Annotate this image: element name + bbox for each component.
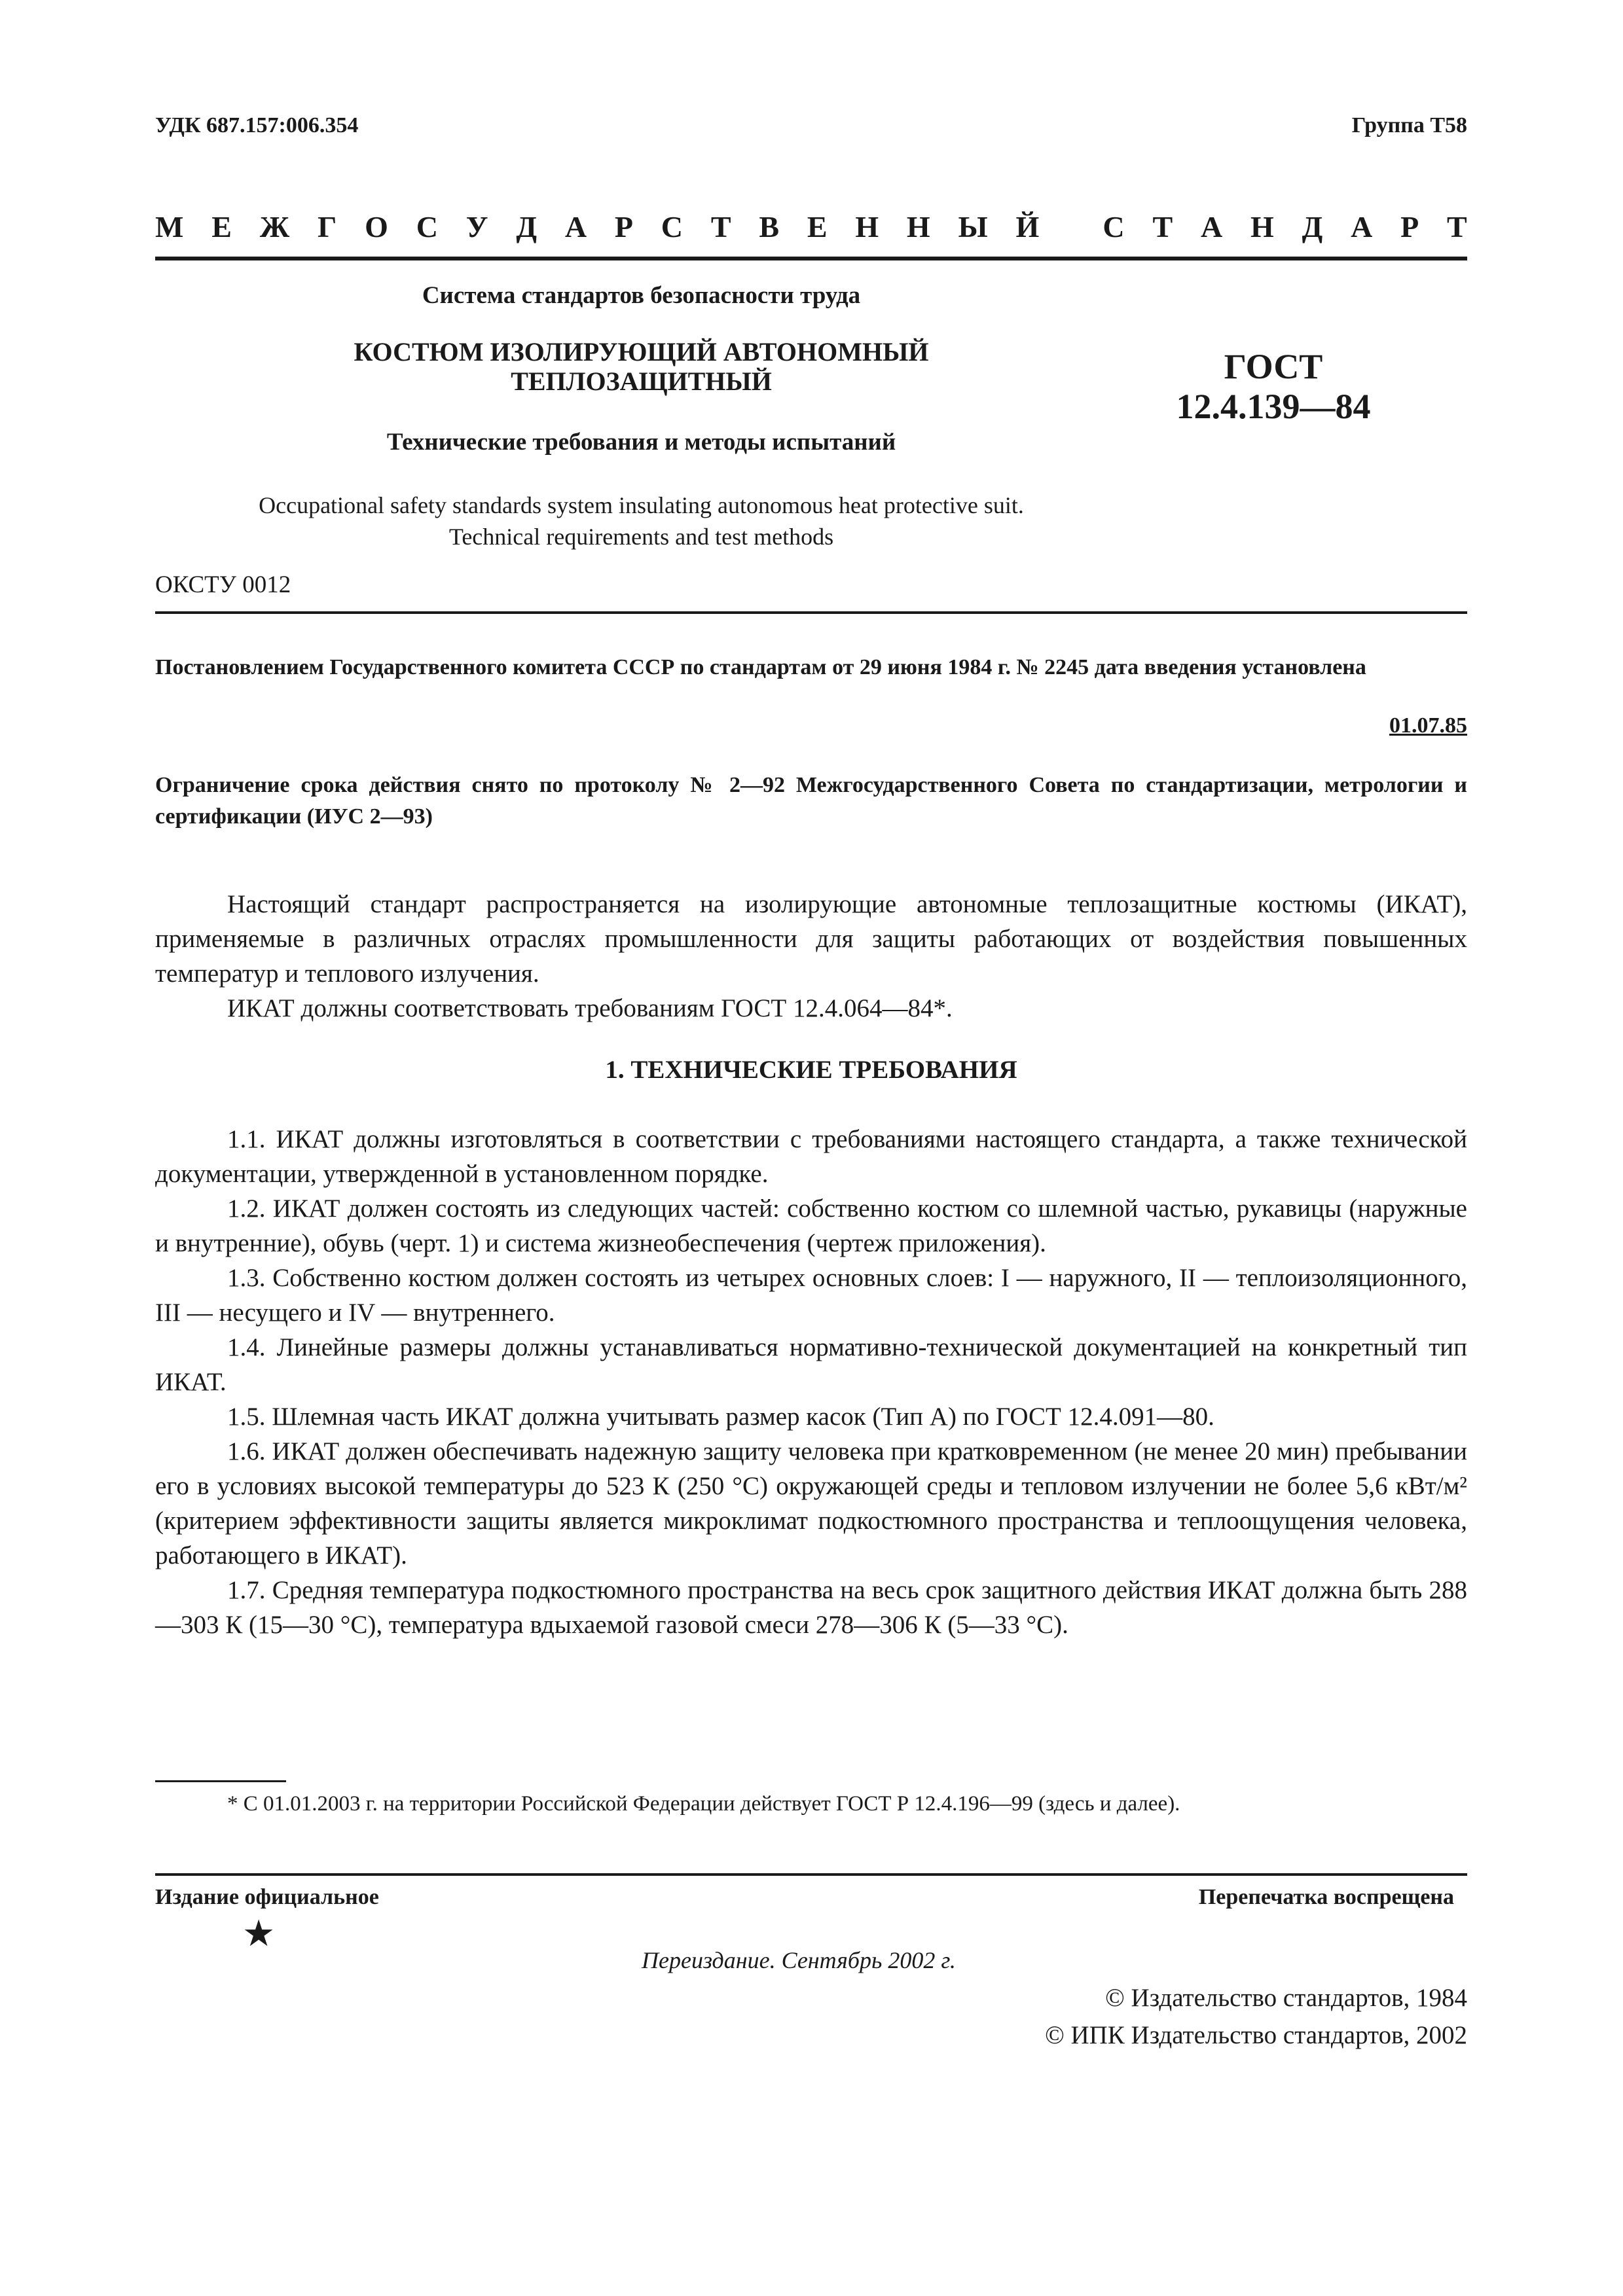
copyright-2002: © ИПК Издательство стандартов, 2002 bbox=[1045, 2021, 1467, 2049]
reissue-note: Переиздание. Сентябрь 2002 г. bbox=[642, 1947, 956, 1973]
footnote: * С 01.01.2003 г. на территории Российской Федерации действует ГОСТ Р 12.4.196—99 (здесь и далее). bbox=[227, 1792, 1180, 1816]
interstate-standard-banner bbox=[155, 209, 1467, 244]
requirements-list bbox=[155, 1122, 1467, 1642]
english-title bbox=[155, 490, 1127, 552]
title-line-2: ТЕПЛОЗАЩИТНЫЙ bbox=[511, 366, 772, 396]
banner-letter: А bbox=[564, 210, 587, 243]
intro-text bbox=[155, 887, 1467, 1026]
group-code: Группа Т58 bbox=[1351, 113, 1467, 137]
requirement-item: 1.1. ИКАТ должны изготовляться в соответствии с требованиями настоящего стандарта, а также технической документации, утвержденной в установленном порядке. bbox=[155, 1125, 1467, 1189]
banner-letter: М bbox=[155, 210, 184, 243]
banner-letter: Д bbox=[1302, 210, 1323, 243]
requirement-item: 1.6. ИКАТ должен обеспечивать надежную защиту человека при кратковременном (не менее 20 мин) пребывании его в условиях высокой температуры до 523 К (250 °С) окружающей среды и тепловом излучении не более 5,6 кВт/м² (критерием эффективности защиты является микроклимат подкостюмного пространства и теплоощущения человека, работающего в ИКАТ). bbox=[155, 1437, 1467, 1570]
banner-letter: С bbox=[416, 210, 438, 243]
banner-gap bbox=[1067, 209, 1075, 244]
requirement-item: 1.5. Шлемная часть ИКАТ должна учитывать размер касок (Тип А) по ГОСТ 12.4.091—80. bbox=[227, 1403, 1214, 1431]
banner-letter: Н bbox=[906, 210, 930, 243]
standard-system: Система стандартов безопасности труда bbox=[422, 282, 861, 309]
requirement-item: 1.3. Собственно костюм должен состоять из четырех основных слоев: I — наружного, II — теплоизоляционного, III — несущего и IV — внутреннего. bbox=[155, 1264, 1467, 1327]
decree-text: Постановлением Государственного комитета СССР по стандартам от 29 июня 1984 г. № 2245 дата введения установлена bbox=[155, 655, 1366, 679]
banner-letter: В bbox=[759, 210, 780, 243]
udk-code: УДК 687.157:006.354 bbox=[155, 113, 359, 137]
banner-letter: Е bbox=[807, 210, 828, 243]
english-title-line-1: Occupational safety standards system insulating autonomous heat protective suit. bbox=[259, 492, 1024, 518]
title-line-1: КОСТЮМ ИЗОЛИРУЮЩИЙ АВТОНОМНЫЙ bbox=[354, 337, 929, 367]
banner-letter: Т bbox=[710, 210, 731, 243]
gost-designation bbox=[1139, 347, 1408, 427]
gost-number: 12.4.139—84 bbox=[1176, 387, 1371, 427]
footer-rule bbox=[155, 1873, 1467, 1876]
requirement-item: 1.2. ИКАТ должен состоять из следующих частей: собственно костюм со шлемной частью, рукавицы (наружные и внутренние), обувь (черт. 1) и система жизнеобеспечения (чертеж приложения). bbox=[155, 1194, 1467, 1258]
intro-paragraph-1: Настоящий стандарт распространяется на изолирующие автономные теплозащитные костюмы (ИКАТ), применяемые в различных отраслях промышленности для защиты работающих от воздействия повышенных температур и теплового излучения. bbox=[155, 890, 1467, 988]
banner-letter: А bbox=[1200, 210, 1223, 243]
limitation-text: Ограничение срока действия снято по протоколу № 2—92 Межгосударственного Совета по стандартизации, метрологии и сертификации (ИУС 2—93) bbox=[155, 773, 1467, 829]
titleblock-rule bbox=[155, 611, 1467, 614]
requirement-item: 1.4. Линейные размеры должны устанавливаться нормативно-технической документацией на конкретный тип ИКАТ. bbox=[155, 1333, 1467, 1397]
intro-paragraph-2: ИКАТ должны соответствовать требованиям ГОСТ 12.4.064—84*. bbox=[227, 994, 953, 1023]
banner-letter: С bbox=[661, 210, 684, 243]
banner-letter: Н bbox=[855, 210, 879, 243]
document-title bbox=[155, 338, 1127, 397]
footnote-rule bbox=[155, 1780, 286, 1782]
banner-letter: Ж bbox=[259, 210, 290, 243]
banner-letter: Д bbox=[516, 210, 537, 243]
reprint-prohibited-label: Перепечатка воспрещена bbox=[1198, 1885, 1454, 1909]
banner-letter: С bbox=[1103, 210, 1125, 243]
oksty-code: ОКСТУ 0012 bbox=[155, 571, 291, 598]
banner-letter: О bbox=[365, 210, 388, 243]
banner-letter: Т bbox=[1152, 210, 1173, 243]
english-title-line-2: Technical requirements and test methods bbox=[448, 524, 834, 550]
document-subtitle: Технические требования и методы испытаний bbox=[386, 429, 896, 456]
banner-letter: А bbox=[1351, 210, 1373, 243]
banner-letter: Н bbox=[1250, 210, 1274, 243]
banner-letter: Й bbox=[1015, 210, 1040, 243]
banner-letter: Т bbox=[1447, 210, 1467, 243]
banner-letter: У bbox=[465, 210, 488, 243]
gost-label: ГОСТ bbox=[1224, 347, 1323, 386]
header-rule bbox=[155, 257, 1467, 260]
banner-letter: Ы bbox=[958, 210, 988, 243]
banner-letter: Г bbox=[318, 210, 337, 243]
official-edition-label: Издание официальное bbox=[155, 1885, 379, 1909]
copyright-1984: © Издательство стандартов, 1984 bbox=[1105, 1984, 1467, 2012]
banner-letter: Р bbox=[614, 210, 633, 243]
star-icon: ★ bbox=[242, 1914, 276, 1954]
banner-letter: Р bbox=[1400, 210, 1419, 243]
introduction-date: 01.07.85 bbox=[1389, 713, 1467, 738]
section-heading: 1. ТЕХНИЧЕСКИЕ ТРЕБОВАНИЯ bbox=[605, 1056, 1017, 1084]
banner-letter: Е bbox=[211, 210, 232, 243]
requirement-item: 1.7. Средняя температура подкостюмного пространства на весь срок защитного действия ИКАТ должна быть 288—303 К (15—30 °С), температура вдыхаемой газовой смеси 278—306 К (5—33 °С). bbox=[155, 1576, 1467, 1640]
